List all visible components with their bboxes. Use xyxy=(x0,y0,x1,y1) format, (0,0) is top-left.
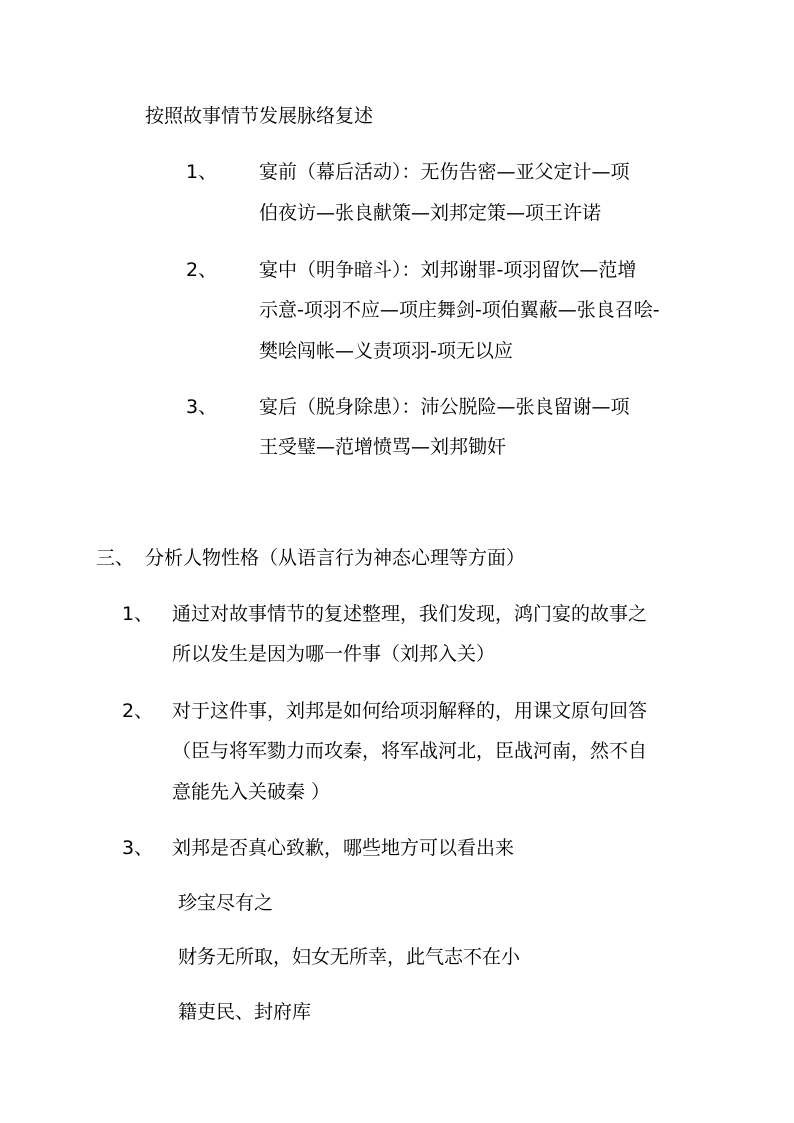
retell-item-2-line-1: 宴中（明争暗斗）：刘邦谢罪-项羽留饮—范增 xyxy=(259,259,637,281)
retell-item-3-line-2: 王受璧—范增愤骂—刘邦锄奸 xyxy=(259,436,507,458)
question-3-number: 3、 xyxy=(122,837,154,859)
question-1-line-1: 通过对故事情节的复述整理，我们发现，鸿门宴的故事之 xyxy=(172,603,648,625)
section-3-number: 三、 xyxy=(96,547,135,569)
question-2-line-2: （臣与将军勠力而攻秦，将军战河北，臣战河南，然不自 xyxy=(172,740,648,762)
question-2-number: 2、 xyxy=(122,700,154,722)
retell-item-1-number: 1、 xyxy=(186,161,218,183)
question-2-line-1: 对于这件事，刘邦是如何给项羽解释的，用课文原句回答 xyxy=(172,700,648,722)
retell-item-1-line-1: 宴前（幕后活动）：无伤告密—亚父定计—项 xyxy=(259,161,630,183)
section-3-title: 分析人物性格（从语言行为神态心理等方面） xyxy=(145,547,526,569)
question-1-line-2: 所以发生是因为哪一件事（刘邦入关） xyxy=(172,643,496,665)
question-2-line-3: 意能先入关破秦 ） xyxy=(172,781,331,803)
evidence-line-3: 籍吏民、封府库 xyxy=(178,1001,312,1023)
evidence-line-1: 珍宝尽有之 xyxy=(178,892,274,914)
retell-item-3-number: 3、 xyxy=(186,396,218,418)
retell-item-1-line-2: 伯夜访—张良献策—刘邦定策—项王许诺 xyxy=(259,202,602,224)
question-1-number: 1、 xyxy=(122,603,154,625)
retell-item-3-line-1: 宴后（脱身除患）：沛公脱险—张良留谢—项 xyxy=(259,396,630,418)
retell-item-2-line-3: 樊哙闯帐—义责项羽-项无以应 xyxy=(259,340,513,362)
retell-item-2-line-2: 示意-项羽不应—项庄舞剑-项伯翼蔽—张良召哙- xyxy=(259,299,660,321)
evidence-line-2: 财务无所取，妇女无所幸，此气志不在小 xyxy=(178,946,521,968)
retell-item-2-number: 2、 xyxy=(186,259,218,281)
question-3-line-1: 刘邦是否真心致歉，哪些地方可以看出来 xyxy=(172,837,515,859)
section-heading: 按照故事情节发展脉络复述 xyxy=(145,105,374,127)
